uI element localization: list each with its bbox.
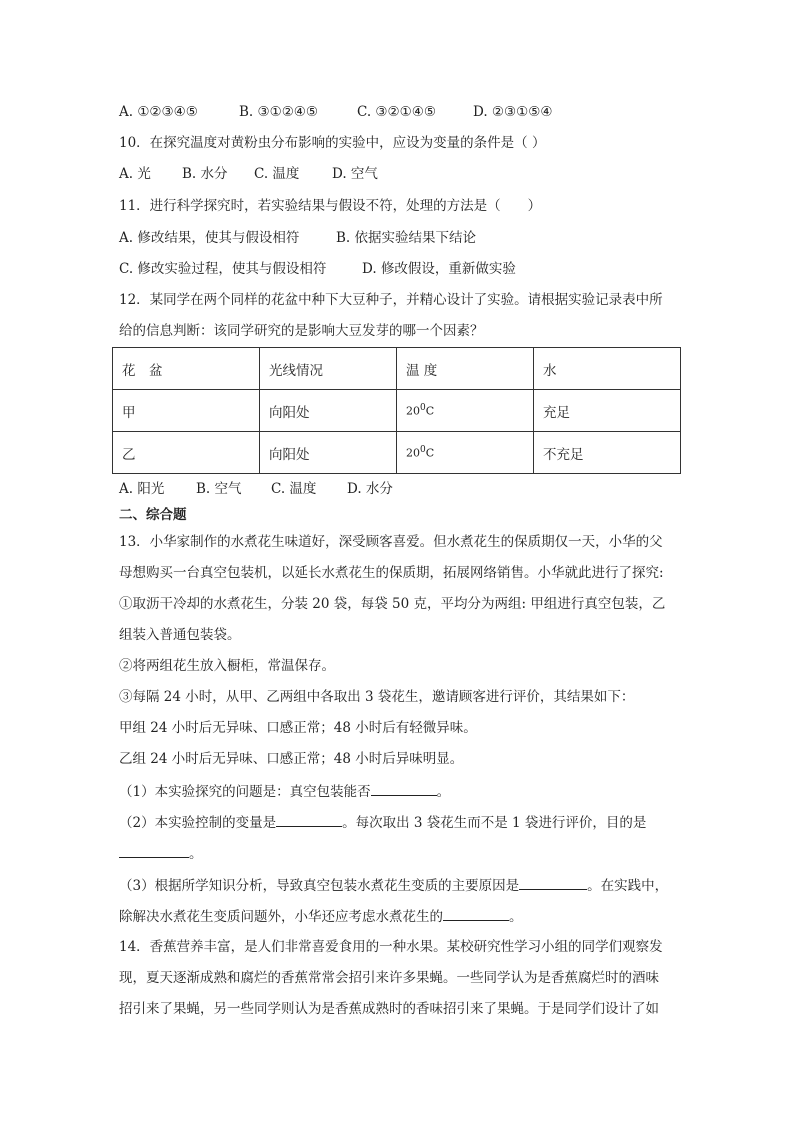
q9-option-b: B. ③①②④⑤ [239,104,319,120]
q13-sub3-line2 [119,906,523,927]
table-row [113,390,681,432]
q11-options-row1 [119,228,476,248]
header-flowerpot: 花 盆 [113,348,260,390]
q13-line: ①取沥干冷却的水煮花生，分装 20 袋，每袋 50 克，平均分为两组: 甲组进行真空包装，乙 [119,596,666,612]
experiment-record-table [112,347,681,474]
cell-water: 充足 [534,390,681,432]
q10-option-a: A. 光 [119,166,151,182]
q12-stem-line2: 给的信息判断：该同学研究的是影响大豆发芽的哪一个因素？ [119,323,484,339]
q9-option-c: C. ③②①④⑤ [357,104,436,120]
q13-sub3 [119,875,668,896]
q13-sub3-text: （3）根据所学知识分析，导致真空包装水煮花生变质的主要原因是 [119,878,520,894]
q12-option-a: A. 阳光 [119,481,165,497]
q13-sub2-line2 [119,843,203,864]
q11-option-d: D. 修改假设，重新做实验 [362,261,516,277]
temp-value: 20 [406,446,420,460]
q10-option-b: B. 水分 [182,166,228,182]
q11-options-row2 [119,259,516,279]
q13-line: 乙组 24 小时后无异味、口感正常；48 小时后异味明显。 [119,751,464,767]
q14-line: 现，夏天逐渐成熟和腐烂的香蕉常常会招引来许多果蝇。一些同学认为是香蕉腐烂时的酒味 [119,970,659,986]
q13-sub3-middle: 。在实践中， [587,878,669,894]
cell-pot: 乙 [113,432,260,474]
q14-line: 招引来了果蝇，另一些同学则认为是香蕉成熟时的香味招引来了果蝇。于是同学们设计了如 [119,1001,659,1017]
section-title: 二、综合题 [119,507,187,523]
q13-line: 13．小华家制作的水煮花生味道好，深受顾客喜爱。但水煮花生的保质期仅一天，小华的父 [119,534,663,550]
q9-option-d: D. ②③①⑤④ [473,104,553,120]
q12-options [119,479,393,499]
answer-blank-2[interactable] [276,812,342,827]
q13-line: ②将两组花生放入橱柜，常温保存。 [119,658,335,674]
q13-sub2 [119,812,646,833]
table-row [113,432,681,474]
q11-stem: 11．进行科学探究时，若实验结果与假设不符，处理的方法是（ ） [119,198,542,214]
q10-option-c: C. 温度 [254,166,300,182]
q14-line: 14．香蕉营养丰富，是人们非常喜爱食用的一种水果。某校研究性学习小组的同学们观察发 [119,939,663,955]
answer-blank-1[interactable] [371,781,437,796]
q10-stem: 10．在探究温度对黄粉虫分布影响的实验中，应设为变量的条件是（ ） [119,135,546,151]
q11-option-b: B. 依据实验结果下结论 [336,230,477,246]
q13-sub2-middle: 。每次取出 3 袋花生而不是 1 袋进行评价，目的是 [342,815,647,831]
q13-line: ③每隔 24 小时，从甲、乙两组中各取出 3 袋花生，邀请顾客进行评价，其结果如下： [119,689,635,705]
q13-sub2-end: 。 [189,846,203,862]
q13-line: 母想购买一台真空包装机，以延长水煮花生的保质期，拓展网络销售。小华就此进行了探究: [119,565,664,581]
q13-sub3-line2-text: 除解决水煮花生变质问题外，小华还应考虑水煮花生的 [119,909,443,925]
answer-blank-3[interactable] [119,843,189,858]
q13-sub1 [119,781,450,802]
answer-blank-5[interactable] [443,906,509,921]
table-header-row [113,348,681,390]
q13-sub1-text: （1）本实验探究的问题是：真空包装能否 [119,784,371,800]
q13-sub1-end: 。 [436,784,451,800]
cell-water: 不充足 [534,432,681,474]
q13-sub3-line2-end: 。 [509,909,523,925]
cell-pot: 甲 [113,390,260,432]
header-temperature: 温 度 [397,348,534,390]
q9-option-a: A. ①②③④⑤ [119,104,198,120]
q12-option-b: B. 空气 [196,481,242,497]
header-water: 水 [534,348,681,390]
q13-sub2-text: （2）本实验控制的变量是 [119,815,277,831]
temp-value: 20 [406,404,420,418]
cell-temperature [397,390,534,432]
q10-option-d: D. 空气 [332,166,378,182]
answer-blank-4[interactable] [519,875,587,890]
q11-option-a: A. 修改结果，使其与假设相符 [119,230,300,246]
q13-line: 组装入普通包装袋。 [119,627,241,643]
q12-option-d: D. 水分 [347,481,393,497]
temp-unit: C [425,446,435,460]
header-light: 光线情况 [260,348,397,390]
q12-option-c: C. 温度 [271,481,317,497]
q9-options [119,102,552,122]
q12-stem-line1: 12．某同学在两个同样的花盆中种下大豆种子，并精心设计了实验。请根据实验记录表中所 [119,292,663,308]
q11-option-c: C. 修改实验过程，使其与假设相符 [119,261,327,277]
q13-line: 甲组 24 小时后无异味、口感正常；48 小时后有轻微异味。 [119,720,477,736]
temp-unit: C [425,404,435,418]
temp-unit-sup: 0 [420,403,426,414]
q10-options [119,164,378,184]
cell-light: 向阳处 [260,390,397,432]
cell-temperature [397,432,534,474]
temp-unit-sup: 0 [420,445,426,456]
cell-light: 向阳处 [260,432,397,474]
